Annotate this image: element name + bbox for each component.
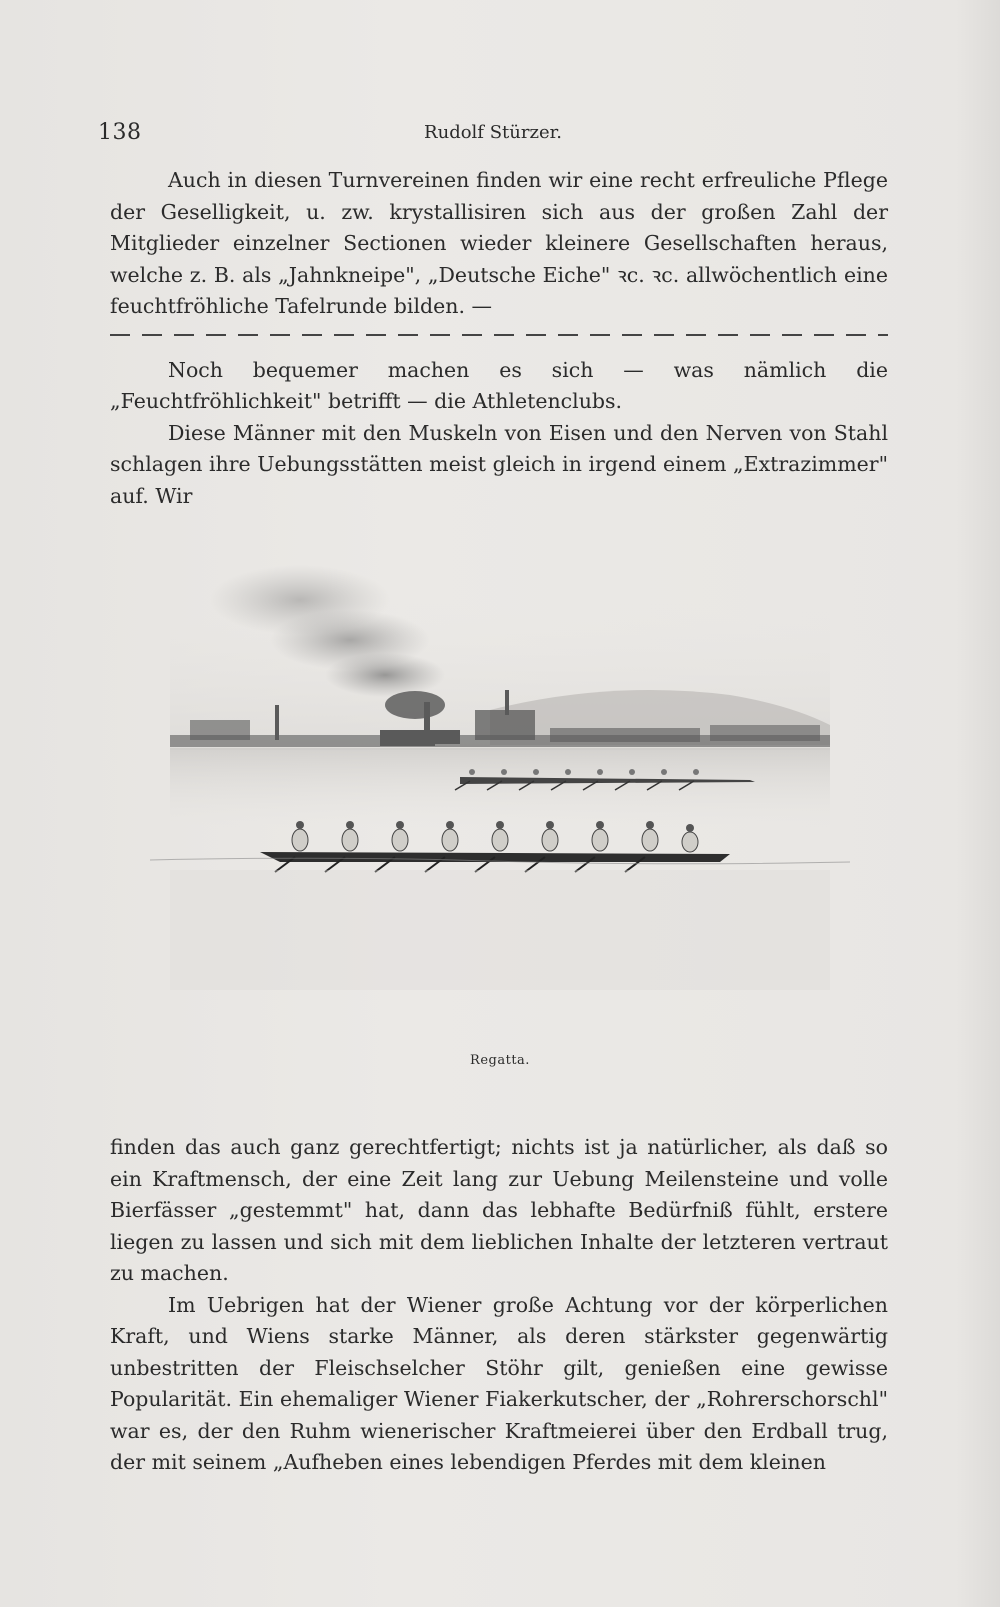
text-block-bottom xyxy=(110,1132,888,1479)
paragraph: Im Uebrigen hat der Wiener große Achtung vor der körperlichen Kraft, und Wiens starke Männer, als deren stärkster gegenwärtig unbestritten der Fleischselcher Stöhr gilt, genießen eine gewisse Popularität. Ein ehemaliger Wiener Fiakerkutscher, der „Rohrerschorschl" war es, der den Ruhm wienerischer Kraftmeierei über den Erdball trug, der mit seinem „Aufheben eines lebendigen Pferdes mit dem kleinen xyxy=(110,1292,888,1474)
dash-separator xyxy=(110,327,888,341)
page-edge-shadow xyxy=(955,0,1000,1607)
paragraph: finden das auch ganz gerechtfertigt; nichts ist ja natürlicher, als daß so ein Kraftmensch, der eine Zeit lang zur Uebung Meilensteine und volle Bierfässer „gestemmt" hat, dann das lebhafte Bedürfniß fühlt, erstere liegen zu lassen und sich mit dem lieblichen Inhalte der letzteren vertraut zu machen. xyxy=(110,1135,888,1285)
running-head: Rudolf Stürzer. xyxy=(424,122,562,143)
figure-caption: Regatta. xyxy=(470,1053,530,1068)
text-block-top xyxy=(110,165,888,512)
foreground-water xyxy=(170,870,830,990)
page-number: 138 xyxy=(98,120,142,145)
paragraph: Noch bequemer machen es sich — was nämlich die „Feuchtfröhlichkeit" betrifft — die Athletenclubs. xyxy=(110,357,888,413)
paragraph: Auch in diesen Turnvereinen finden wir eine recht erfreuliche Pflege der Geselligkeit, u. zw. krystallisiren sich aus der großen Zahl der Mitglieder einzelner Sectionen wieder kleinere Gesellschaften heraus, welche z. B. als „Jahnkneipe", „Deutsche Eiche" ꝛc. ꝛc. allwöchentlich eine feuchtfröhliche Tafelrunde bilden. — xyxy=(110,168,888,318)
regatta-illustration xyxy=(130,480,870,1020)
paragraph: Diese Männer mit den Muskeln von Eisen und den Nerven von Stahl schlagen ihre Uebungsstätten meist gleich in irgend einem „Extrazimmer" auf. Wir xyxy=(110,420,888,508)
river-water xyxy=(170,748,830,828)
page-header xyxy=(98,120,888,150)
rowing-boat-front xyxy=(260,821,730,872)
